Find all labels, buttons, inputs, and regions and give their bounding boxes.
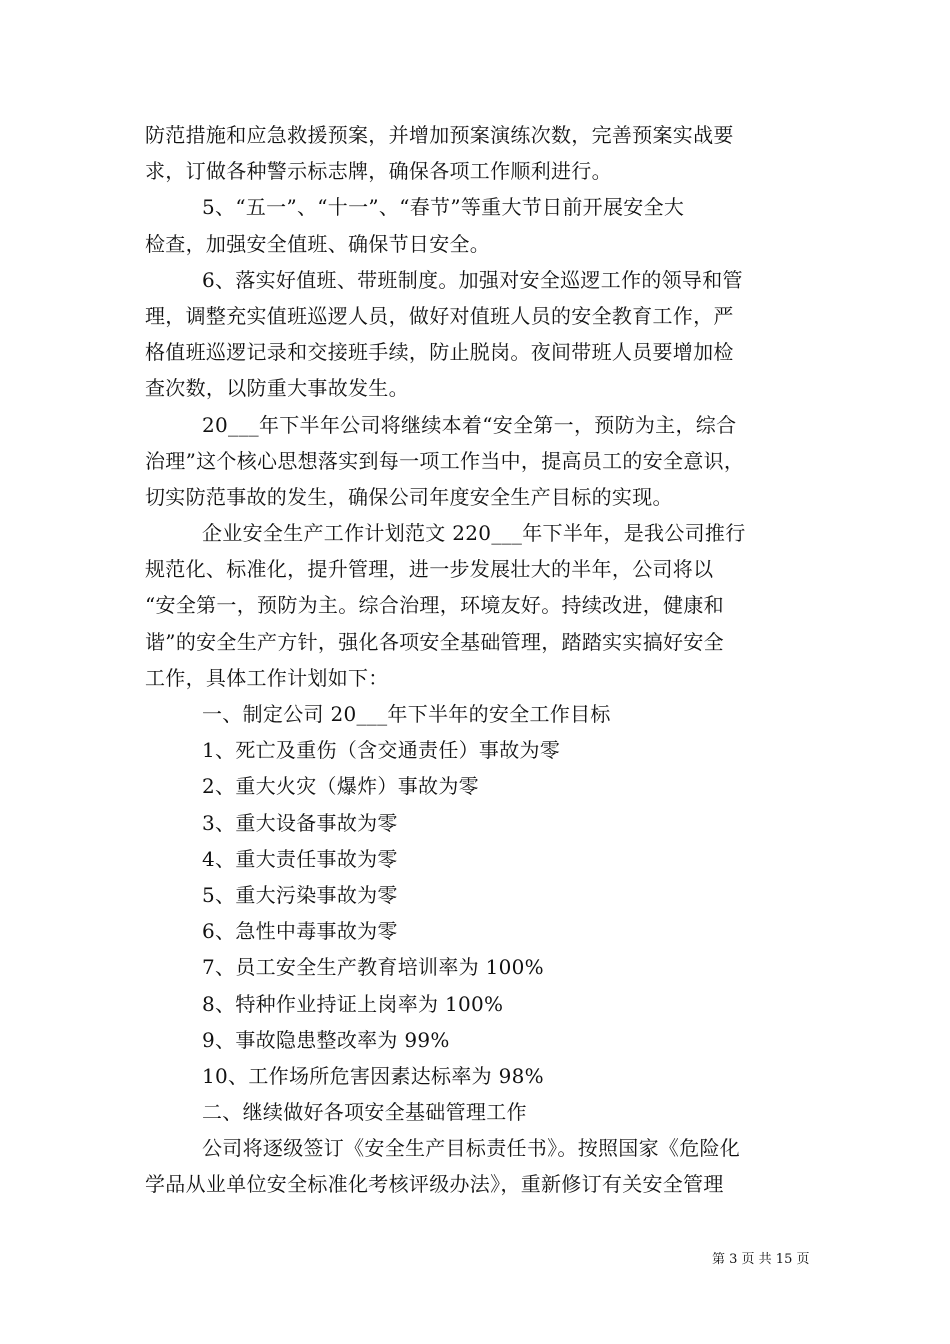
text-line: 7、员工安全生产教育培训率为 100%	[202, 955, 544, 980]
text-line: 检查，加强安全值班、确保节日安全。	[145, 231, 491, 256]
text-line: 求，订做各种警示标志牌，确保各项工作顺利进行。	[145, 159, 612, 184]
text-line: 9、事故隐患整改率为 99%	[202, 1027, 450, 1052]
page-number: 第 3 页 共 15 页	[712, 1252, 810, 1267]
text-line: 规范化、标准化，提升管理，进一步发展壮大的半年，公司将以	[145, 557, 714, 582]
text-line: 5、重大污染事故为零	[202, 882, 398, 907]
text-line: 5、“五一”、“十一”、“春节”等重大节日前开展安全大	[202, 195, 685, 220]
text-line: 2、重大火灾（爆炸）事故为零	[202, 774, 479, 799]
text-line: 防范措施和应急救援预案，并增加预案演练次数，完善预案实战要	[145, 123, 734, 147]
text-line: 学品从业单位安全标准化考核评级办法》，重新修订有关安全管理	[145, 1172, 724, 1197]
text-line: 3、重大设备事故为零	[202, 810, 398, 835]
document-body	[145, 117, 807, 1203]
text-line: 6、急性中毒事故为零	[202, 919, 398, 944]
text-line: 10、工作场所危害因素达标率为 98%	[202, 1063, 544, 1088]
text-line: “安全第一，预防为主。综合治理，环境友好。持续改进，健康和	[145, 593, 724, 618]
text-line: 谐”的安全生产方针，强化各项安全基础管理，踏踏实实搞好安全	[145, 629, 724, 654]
text-line: 20___年下半年公司将继续本着“安全第一，预防为主，综合	[202, 412, 737, 437]
text-line: 切实防范事故的发生，确保公司年度安全生产目标的实现。	[145, 484, 673, 509]
text-line: 二、继续做好各项安全基础管理工作	[202, 1100, 527, 1125]
text-line: 格值班巡逻记录和交接班手续，防止脱岗。夜间带班人员要增加检	[145, 340, 734, 365]
text-line: 理，调整充实值班巡逻人员，做好对值班人员的安全教育工作，严	[145, 303, 734, 328]
text-line: 4、重大责任事故为零	[202, 846, 398, 871]
text-line: 1、死亡及重伤（含交通责任）事故为零	[202, 738, 561, 763]
text-line: 8、特种作业持证上岗率为 100%	[202, 991, 504, 1016]
text-line: 查次数，以防重大事故发生。	[145, 376, 409, 401]
text-line: 治理”这个核心思想落实到每一项工作当中，提高员工的安全意识，	[145, 448, 745, 473]
text-line: 公司将逐级签订《安全生产目标责任书》。按照国家《危险化	[202, 1136, 741, 1161]
text-line: 6、落实好值班、带班制度。加强对安全巡逻工作的领导和管	[202, 267, 743, 292]
text-line: 一、制定公司 20___年下半年的安全工作目标	[202, 702, 611, 726]
text-line: 工作，具体工作计划如下：	[145, 665, 389, 690]
text-line: 企业安全生产工作计划范文 220___年下半年，是我公司推行	[202, 521, 746, 546]
